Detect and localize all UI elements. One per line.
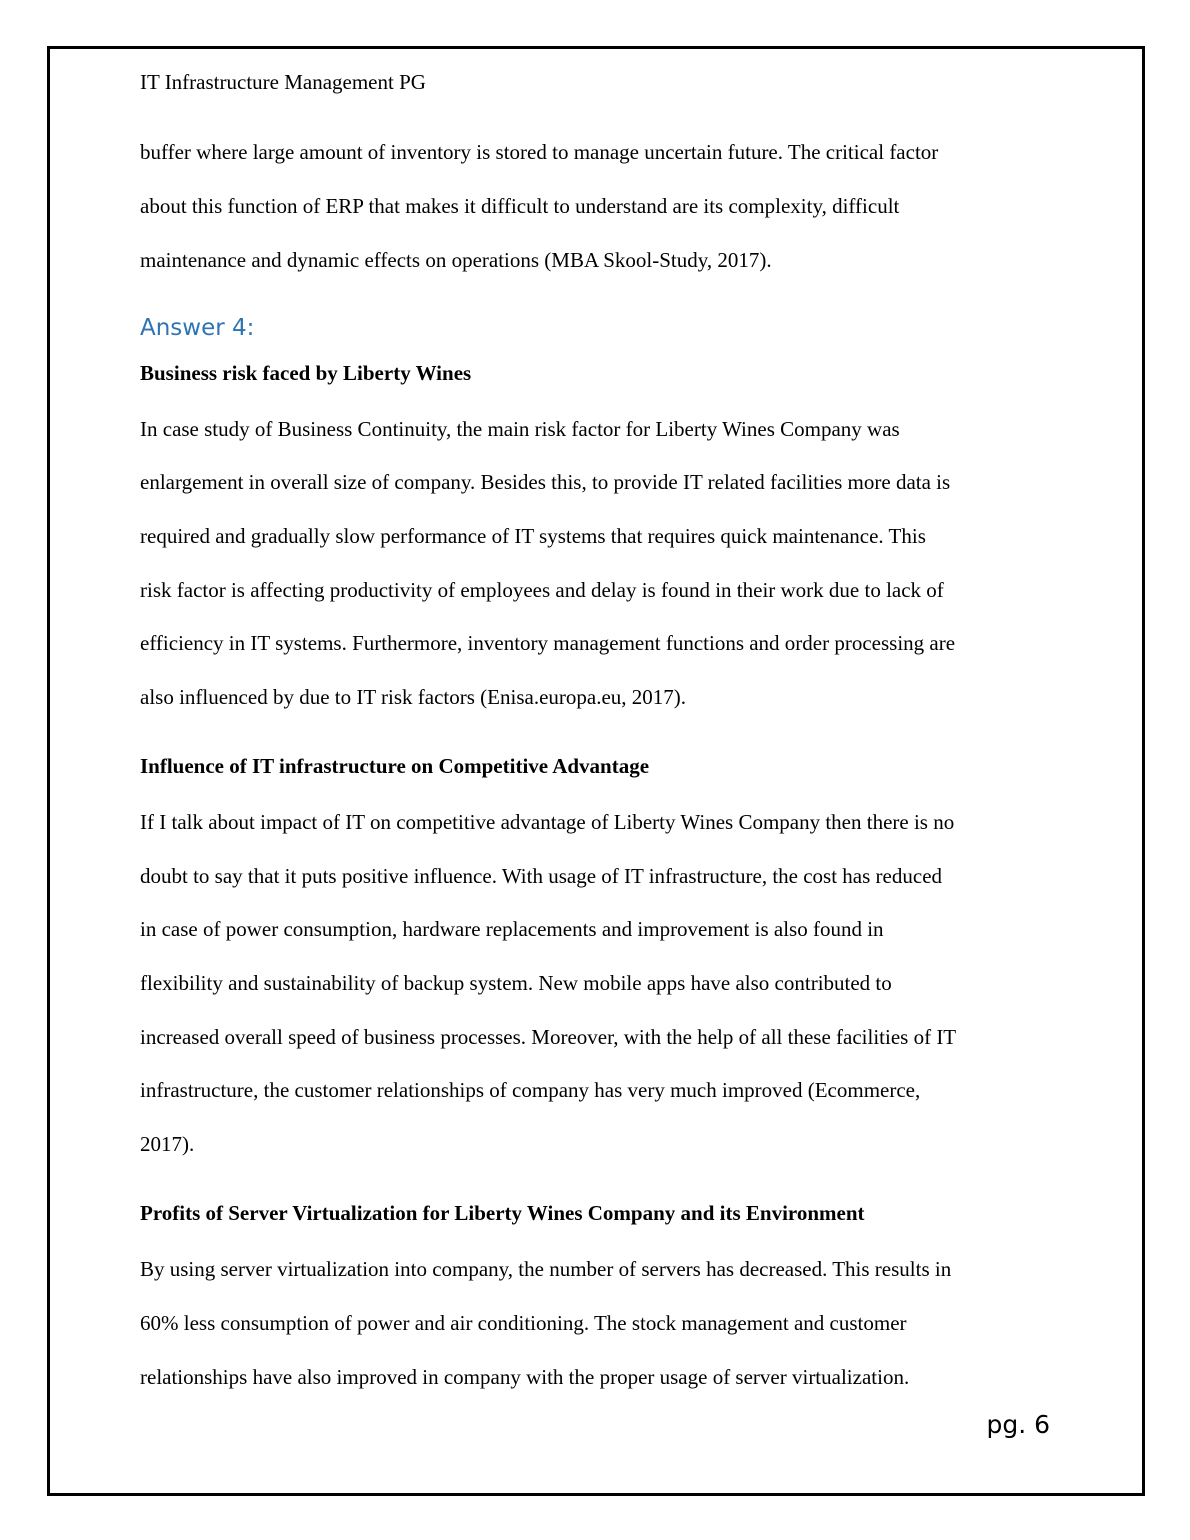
paragraph-line: also influenced by due to IT risk factors (Enisa.europa.eu, 2017). [140,685,687,709]
paragraph-line: increased overall speed of business processes. Moreover, with the help of all these facilities of IT [140,1025,957,1049]
paragraph-line: risk factor is affecting productivity of employees and delay is found in their work due to lack of [140,578,944,602]
intro-line: buffer where large amount of inventory is stored to manage uncertain future. The critical factor [140,140,939,164]
paragraph-line: 2017). [140,1132,195,1156]
paragraph-line: If I talk about impact of IT on competitive advantage of Liberty Wines Company then there is no [140,810,955,834]
paragraph-line: enlargement in overall size of company. Besides this, to provide IT related facilities more data is [140,470,951,494]
section-heading-server-virtualization: Profits of Server Virtualization for Liberty Wines Company and its Environment [140,1201,865,1225]
paragraph-line: efficiency in IT systems. Furthermore, inventory management functions and order processing are [140,631,956,655]
section-heading-business-risk: Business risk faced by Liberty Wines [140,361,472,385]
paragraph-line: required and gradually slow performance of IT systems that requires quick maintenance. This [140,524,926,548]
paragraph-line: infrastructure, the customer relationships of company has very much improved (Ecommerce, [140,1078,921,1102]
intro-line: maintenance and dynamic effects on operations (MBA Skool-Study, 2017). [140,248,772,272]
paragraph-line: relationships have also improved in company with the proper usage of server virtualization. [140,1365,910,1389]
page-number: pg. 6 [986,1410,1050,1439]
section-heading-competitive-advantage: Influence of IT infrastructure on Competitive Advantage [140,754,650,778]
answer-heading: Answer 4: [140,315,255,341]
intro-line: about this function of ERP that makes it difficult to understand are its complexity, difficult [140,194,900,218]
paragraph-line: By using server virtualization into company, the number of servers has decreased. This results in [140,1257,952,1281]
paragraph-line: 60% less consumption of power and air conditioning. The stock management and customer [140,1311,907,1335]
paragraph-line: doubt to say that it puts positive influence. With usage of IT infrastructure, the cost has reduced [140,864,943,888]
paragraph-line: flexibility and sustainability of backup system. New mobile apps have also contributed to [140,971,892,995]
header-title: IT Infrastructure Management PG [140,70,426,94]
paragraph-line: In case study of Business Continuity, the main risk factor for Liberty Wines Company was [140,417,900,441]
paragraph-line: in case of power consumption, hardware replacements and improvement is also found in [140,917,884,941]
